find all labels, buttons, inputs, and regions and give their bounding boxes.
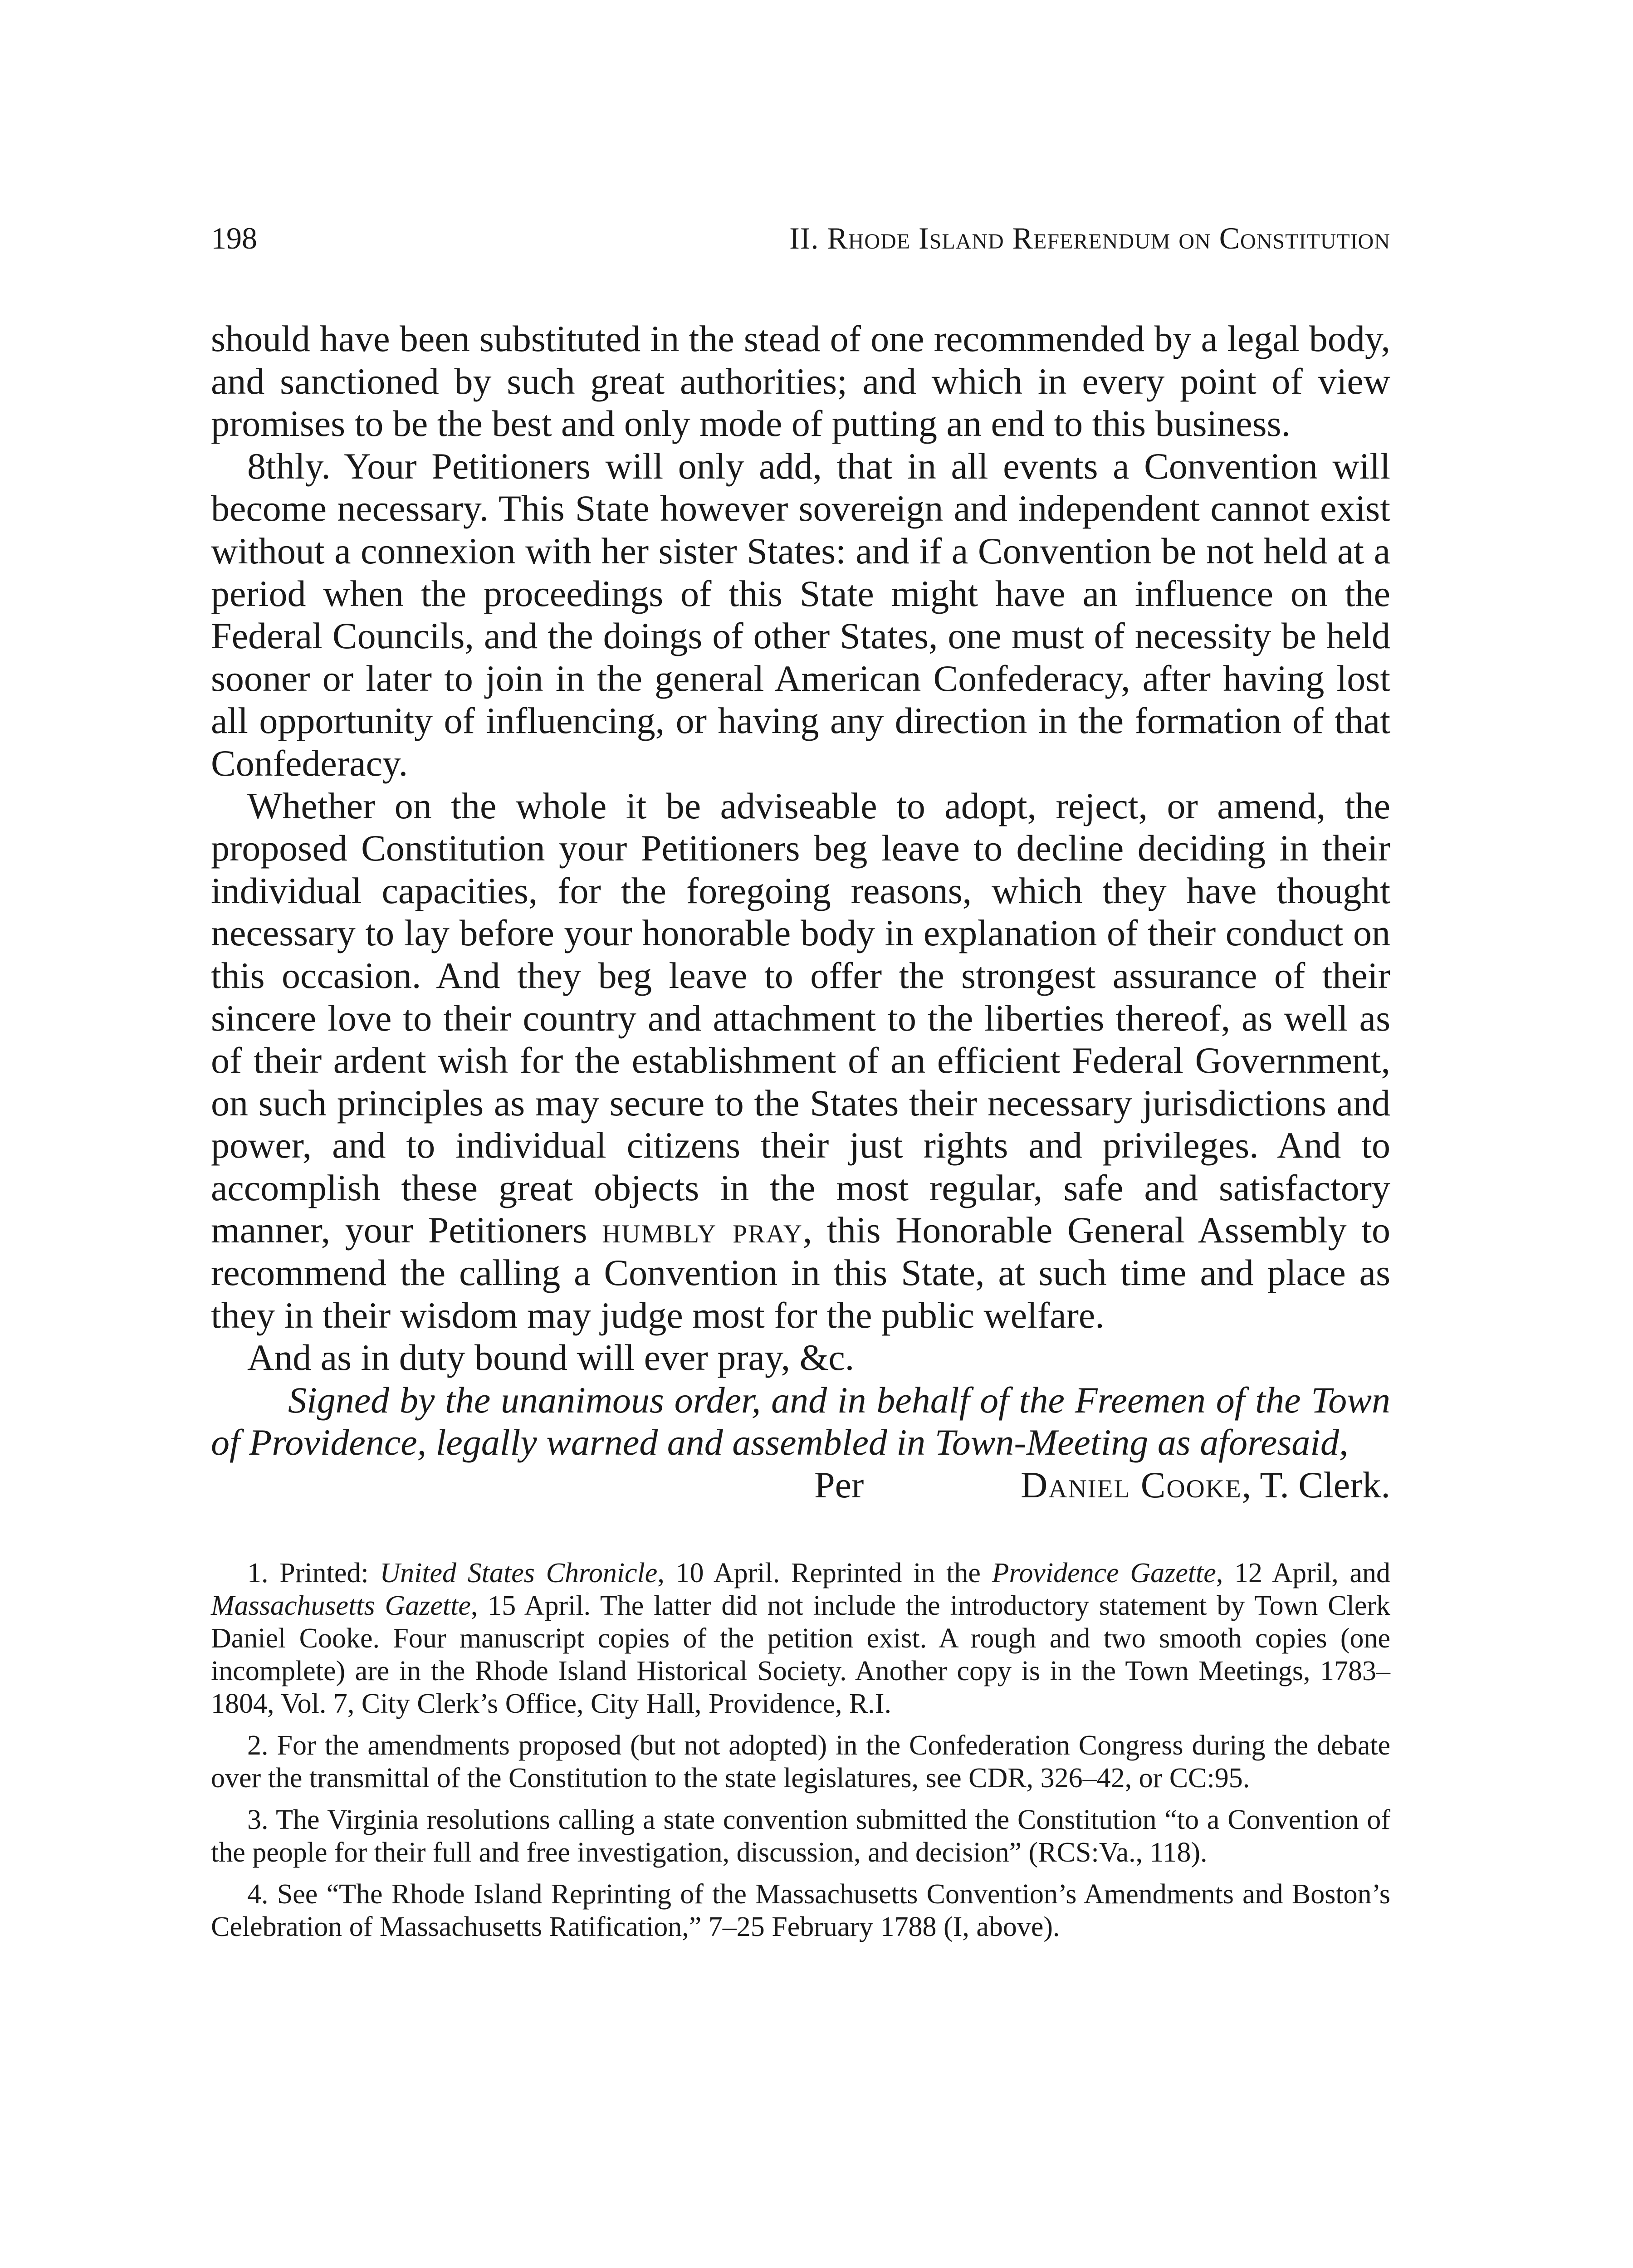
page-number: 198 [211,221,257,255]
clerk-title: , T. Clerk. [1242,1464,1390,1506]
footnote-3: 3. The Virginia resolutions calling a state convention submitted the Constitution “to a Convention of the people for their full and free investigation, discussion, and decision” (RCS:Va., 118). [211,1804,1390,1868]
per-label: Per [814,1464,864,1506]
running-head [211,213,1390,263]
footnote-1-part: , 12 April, and [1216,1558,1391,1589]
main-text [211,318,1390,1507]
footnote-1-part: 1. Printed: [247,1558,380,1589]
clerk-name: Daniel Cooke [1021,1464,1242,1506]
paragraph-eighthly: 8thly. Your Petitioners will only add, that in all events a Convention will become necessary. This State however sovereign and independent cannot exist without a connexion with her sister States: and if a Convention be not held at a period when the proceedings of this State might have an influence on the Federal Councils, and the doings of other States, one must of necessity be held sooner or later to join in the general American Confederacy, after having lost all opportunity of influencing, or having any direction in the formation of that Confederacy. [211,445,1390,784]
footnote-2: 2. For the amendments proposed (but not adopted) in the Confederation Congress during the debate over the transmittal of the Constitution to the state legislatures, see CDR, 326–42, or CC:95. [211,1730,1390,1794]
footnote-1-title: United States Chronicle [380,1558,658,1589]
footnote-1-title: Providence Gazette [992,1558,1216,1589]
document-page [211,213,1390,1952]
signature-line [211,1464,1390,1507]
signed-line: Signed by the unanimous order, and in behalf of the Freemen of the Town of Providence, legally warned and assembled in Town-Meeting as aforesaid, [211,1379,1390,1463]
running-title: II. Rhode Island Referendum on Constitution [789,221,1390,255]
paragraph-whether-start: Whether on the whole it be adviseable to adopt, reject, or amend, the proposed Constitution your Petitioners beg leave to decline deciding in their individual capacities, for the foregoing reasons, which they have thought necessary to lay before your honorable body in explanation of their conduct on this occasion. And they beg leave to offer the strongest assurance of their sincere love to their country and attachment to the liberties thereof, as well as of their ardent wish for the establishment of an efficient Federal Government, on such principles as may secure to the States their necessary jurisdictions and power, and to individual citizens their just rights and privileges. And to accomplish these great objects in the most regular, safe and satisfactory manner, your Petitioners [211,785,1390,1251]
paragraph-whether-end: , this Honorable General Assembly to recommend the calling a Convention in this State, at such time and place as they in their wisdom may judge most for the public welfare. [211,1209,1391,1336]
footnote-1-part: , 15 April. The latter did not include the introductory statement by Town Clerk Daniel Cooke. Four manuscript copies of the petition exist. A rough and two smooth copies (one incomplete) are in the Rhode Island Historical Society. Another copy is in the Town Meetings, 1783–1804, Vol. 7, City Clerk’s Office, City Hall, Providence, R.I. [211,1590,1391,1720]
footnote-1-part: , 10 April. Reprinted in the [657,1558,992,1589]
footnote-1 [211,1557,1390,1720]
clerk-signature [1021,1464,1390,1506]
footnotes [211,1557,1390,1943]
paragraph-duty-bound: And as in duty bound will ever pray, &c. [247,1337,855,1378]
paragraph-whether [211,785,1390,1337]
footnote-4: 4. See “The Rhode Island Reprinting of the Massachusetts Convention’s Amendments and Boston’s Celebration of Massachusetts Ratification,” 7–25 February 1788 (I, above). [211,1879,1390,1943]
paragraph-continuation: should have been substituted in the stead of one recommended by a legal body, and sanctioned by such great authorities; and which in every point of view promises to be the best and only mode of putting an end to this business. [211,318,1390,445]
humbly-pray: humbly pray [602,1209,803,1251]
footnote-1-title: Massachusetts Gazette [211,1590,471,1622]
